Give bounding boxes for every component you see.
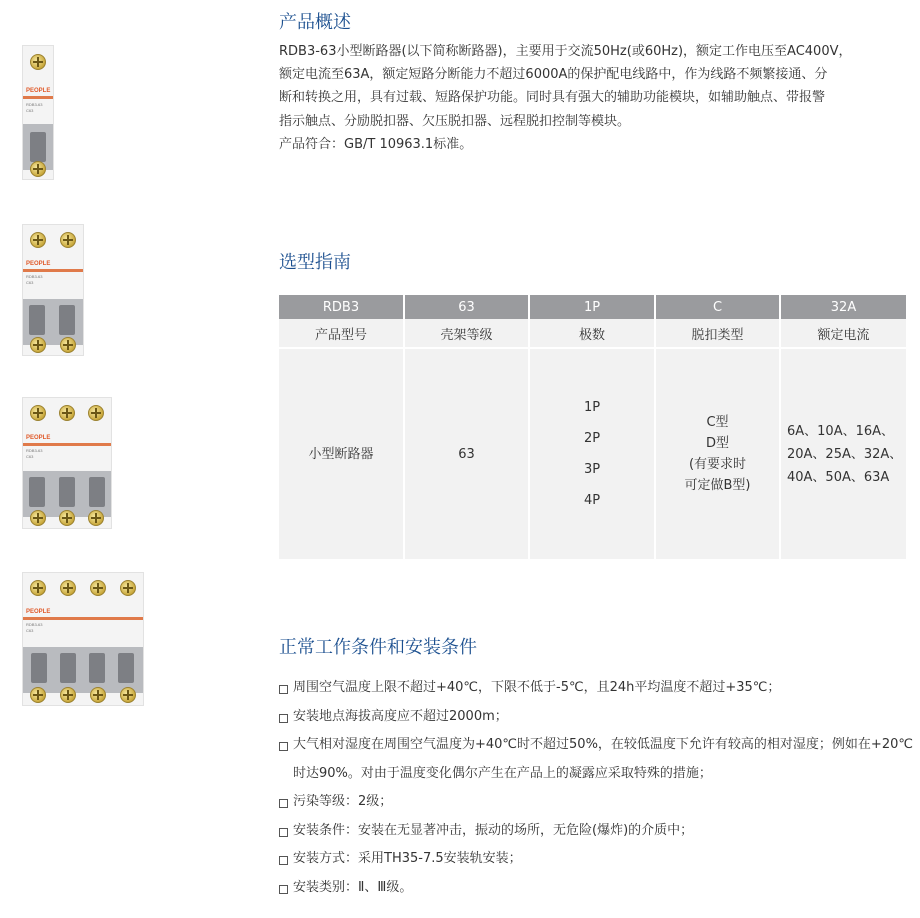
condition-text: 安装地点海拔高度应不超过2000m； — [293, 708, 508, 724]
bottom-terminals — [23, 510, 111, 526]
checkbox-bullet-icon — [279, 856, 288, 865]
overview-line: 指示触点、分励脱扣器、欠压脱扣器、远程脱扣控制等模块。 — [279, 113, 631, 129]
brand-band — [23, 617, 143, 620]
brand-band — [23, 269, 83, 272]
rating-label: C63 — [26, 628, 34, 633]
label-poles: 极数 — [529, 319, 655, 348]
label-model: 产品型号 — [279, 319, 404, 348]
model-label: RDB3-63 — [26, 622, 43, 627]
cell-frame: 63 — [404, 348, 529, 559]
header-current: 32A — [780, 295, 906, 319]
header-poles: 1P — [529, 295, 655, 319]
toggle-handle — [59, 305, 75, 335]
checkbox-bullet-icon — [279, 714, 288, 723]
screw-icon — [59, 405, 75, 421]
cell-product: 小型断路器 — [279, 348, 404, 559]
bottom-terminals — [23, 337, 83, 353]
pole-option: 1P — [583, 400, 601, 415]
screw-icon — [30, 580, 46, 596]
trip-option: D型 — [705, 436, 729, 451]
checkbox-bullet-icon — [279, 742, 288, 751]
toggle-handle — [31, 653, 47, 683]
screw-icon — [88, 510, 104, 526]
screw-icon — [90, 580, 106, 596]
screw-icon — [60, 232, 76, 248]
selection-table — [279, 295, 906, 559]
screw-icon — [60, 687, 76, 703]
toggle-handle — [29, 477, 45, 507]
screw-icon — [120, 580, 136, 596]
brand-label: PEOPLE — [26, 88, 51, 94]
list-item — [279, 703, 915, 732]
brand-band — [23, 443, 111, 446]
screw-icon — [60, 337, 76, 353]
overview-line: 断和转换之用，具有过载、短路保护功能。同时具有强大的辅助功能模块，如辅助触点、带报警 — [279, 90, 826, 106]
table-row — [279, 348, 906, 559]
table-header-row — [279, 295, 906, 319]
brand-label: PEOPLE — [26, 435, 51, 441]
list-item — [279, 731, 915, 788]
model-label: RDB3-63 — [26, 274, 43, 279]
current-options: 40A、50A、63A — [787, 469, 890, 485]
pole-option: 4P — [583, 493, 601, 508]
header-model: RDB3 — [279, 295, 404, 319]
product-image-3p — [22, 397, 112, 529]
table-label-row — [279, 319, 906, 348]
list-item — [279, 674, 915, 703]
current-options: 20A、25A、32A、 — [787, 446, 903, 462]
screw-icon — [30, 510, 46, 526]
condition-text: 安装方式：采用TH35-7.5安装轨安装； — [293, 851, 522, 866]
toggle-handle — [29, 305, 45, 335]
trip-note: 可定做B型) — [684, 478, 751, 493]
brand-band — [23, 96, 53, 99]
screw-icon — [120, 687, 136, 703]
toggle-handle — [30, 132, 46, 162]
model-label: RDB3-63 — [26, 102, 43, 107]
condition-text: 周围空气温度上限不超过+40℃，下限不低于-5℃，且24h平均温度不超过+35℃； — [293, 680, 781, 695]
screw-icon — [90, 687, 106, 703]
pole-option: 3P — [583, 462, 601, 477]
list-item — [279, 874, 915, 903]
condition-text: 大气相对湿度在周围空气温度为+40℃时不超过50%，在较低温度下允许有较高的相对湿度；例如在+20℃时达90%。对由于温度变化偶尔产生在产品上的凝露应采取特殊的措施； — [293, 737, 913, 781]
bottom-terminals — [23, 161, 53, 177]
selection-title: 选型指南 — [279, 252, 351, 273]
screw-icon — [30, 161, 46, 177]
label-trip: 脱扣类型 — [655, 319, 780, 348]
rating-label: C63 — [26, 454, 34, 459]
header-frame: 63 — [404, 295, 529, 319]
toggle-handle — [59, 477, 75, 507]
cell-trip — [655, 348, 780, 559]
overview-line: 产品符合：GB/T 10963.1标准。 — [279, 136, 473, 152]
overview-text — [279, 40, 914, 156]
pole-option: 2P — [583, 431, 601, 446]
list-item — [279, 817, 915, 846]
condition-text: 安装条件：安装在无显著冲击，振动的场所，无危险(爆炸)的介质中； — [293, 822, 694, 838]
brand-label: PEOPLE — [26, 261, 51, 267]
product-image-4p — [22, 572, 144, 706]
top-terminals — [23, 580, 143, 596]
header-trip: C — [655, 295, 780, 319]
list-item — [279, 845, 915, 874]
current-options: 6A、10A、16A、 — [787, 423, 895, 439]
list-item — [279, 788, 915, 817]
checkbox-bullet-icon — [279, 828, 288, 837]
toggle-handle — [118, 653, 134, 683]
screw-icon — [30, 54, 46, 70]
screw-icon — [30, 232, 46, 248]
top-terminals — [23, 232, 83, 248]
label-frame: 壳架等级 — [404, 319, 529, 348]
trip-note: (有要求时 — [688, 457, 747, 472]
screw-icon — [30, 405, 46, 421]
screw-icon — [30, 337, 46, 353]
bottom-terminals — [23, 687, 143, 703]
condition-text: 安装类别：Ⅱ、Ⅲ级。 — [293, 879, 413, 895]
checkbox-bullet-icon — [279, 685, 288, 694]
brand-label: PEOPLE — [26, 609, 51, 615]
screw-icon — [60, 580, 76, 596]
top-terminals — [23, 54, 53, 70]
top-terminals — [23, 405, 111, 421]
toggle-handle — [89, 477, 105, 507]
overview-line: RDB3-63小型断路器(以下简称断路器)，主要用于交流50Hz(或60Hz)，额定工作电压至AC400V， — [279, 44, 852, 59]
trip-option: C型 — [706, 415, 729, 430]
rating-label: C63 — [26, 280, 34, 285]
cell-poles — [529, 348, 655, 559]
screw-icon — [59, 510, 75, 526]
product-image-2p — [22, 224, 84, 356]
toggle-handle — [60, 653, 76, 683]
model-label: RDB3-63 — [26, 448, 43, 453]
screw-icon — [88, 405, 104, 421]
overview-line: 额定电流至63A，额定短路分断能力不超过6000A的保护配电线路中，作为线路不频繁接通、分 — [279, 67, 828, 83]
product-image-1p — [22, 45, 54, 180]
rating-label: C63 — [26, 108, 34, 113]
overview-title: 产品概述 — [279, 12, 351, 33]
screw-icon — [30, 687, 46, 703]
cell-current — [780, 348, 906, 559]
conditions-list — [279, 674, 915, 902]
toggle-handle — [89, 653, 105, 683]
checkbox-bullet-icon — [279, 799, 288, 808]
condition-text: 污染等级：2级； — [293, 794, 393, 809]
checkbox-bullet-icon — [279, 885, 288, 894]
label-current: 额定电流 — [780, 319, 906, 348]
conditions-title: 正常工作条件和安装条件 — [279, 637, 477, 658]
